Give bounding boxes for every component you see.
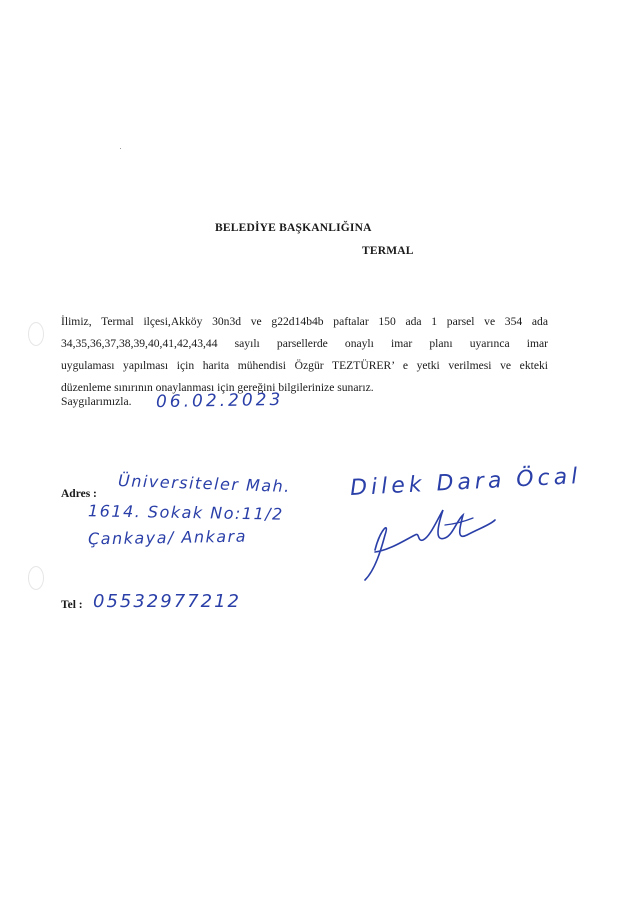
- handwritten-address-line: Üniversiteler Mah.: [117, 470, 292, 497]
- address-label: Adres :: [61, 488, 97, 500]
- punch-hole-mark: [28, 322, 44, 346]
- letter-body: [61, 311, 548, 399]
- body-line: 34,35,36,37,38,39,40,41,42,43,44 sayılı parsellerde onaylı imar planı uyarınca imar: [61, 337, 548, 350]
- handwritten-date: 06.02.2023: [155, 389, 284, 413]
- body-line: düzenleme sınırının onaylanması için gereğini bilgilerinize sunarız.: [61, 381, 374, 394]
- body-line: uygulaması yapılması için harita mühendisi Özgür TEZTÜRER’ e yetki verilmesi ve ekteki: [61, 359, 548, 372]
- handwritten-phone: 05532977212: [93, 591, 241, 612]
- addressee-heading: BELEDİYE BAŞKANLIĞINA: [215, 222, 372, 234]
- closing-text: Saygılarımızla.: [61, 395, 132, 408]
- body-line: İlimiz, Termal ilçesi,Akköy 30n3d ve g22d14b4b paftalar 150 ada 1 parsel ve 354 ada: [61, 315, 548, 328]
- handwritten-address-line: Çankaya/ Ankara: [87, 526, 248, 549]
- phone-label: Tel :: [61, 599, 83, 611]
- signature-drawing: [345, 480, 545, 600]
- scan-speck: [120, 148, 121, 149]
- town-heading: TERMAL: [362, 245, 414, 257]
- punch-hole-mark: [28, 566, 44, 590]
- handwritten-name: Dilek Dara Öcal: [349, 463, 582, 502]
- handwritten-address-line: 1614. Sokak No:11/2: [87, 501, 284, 524]
